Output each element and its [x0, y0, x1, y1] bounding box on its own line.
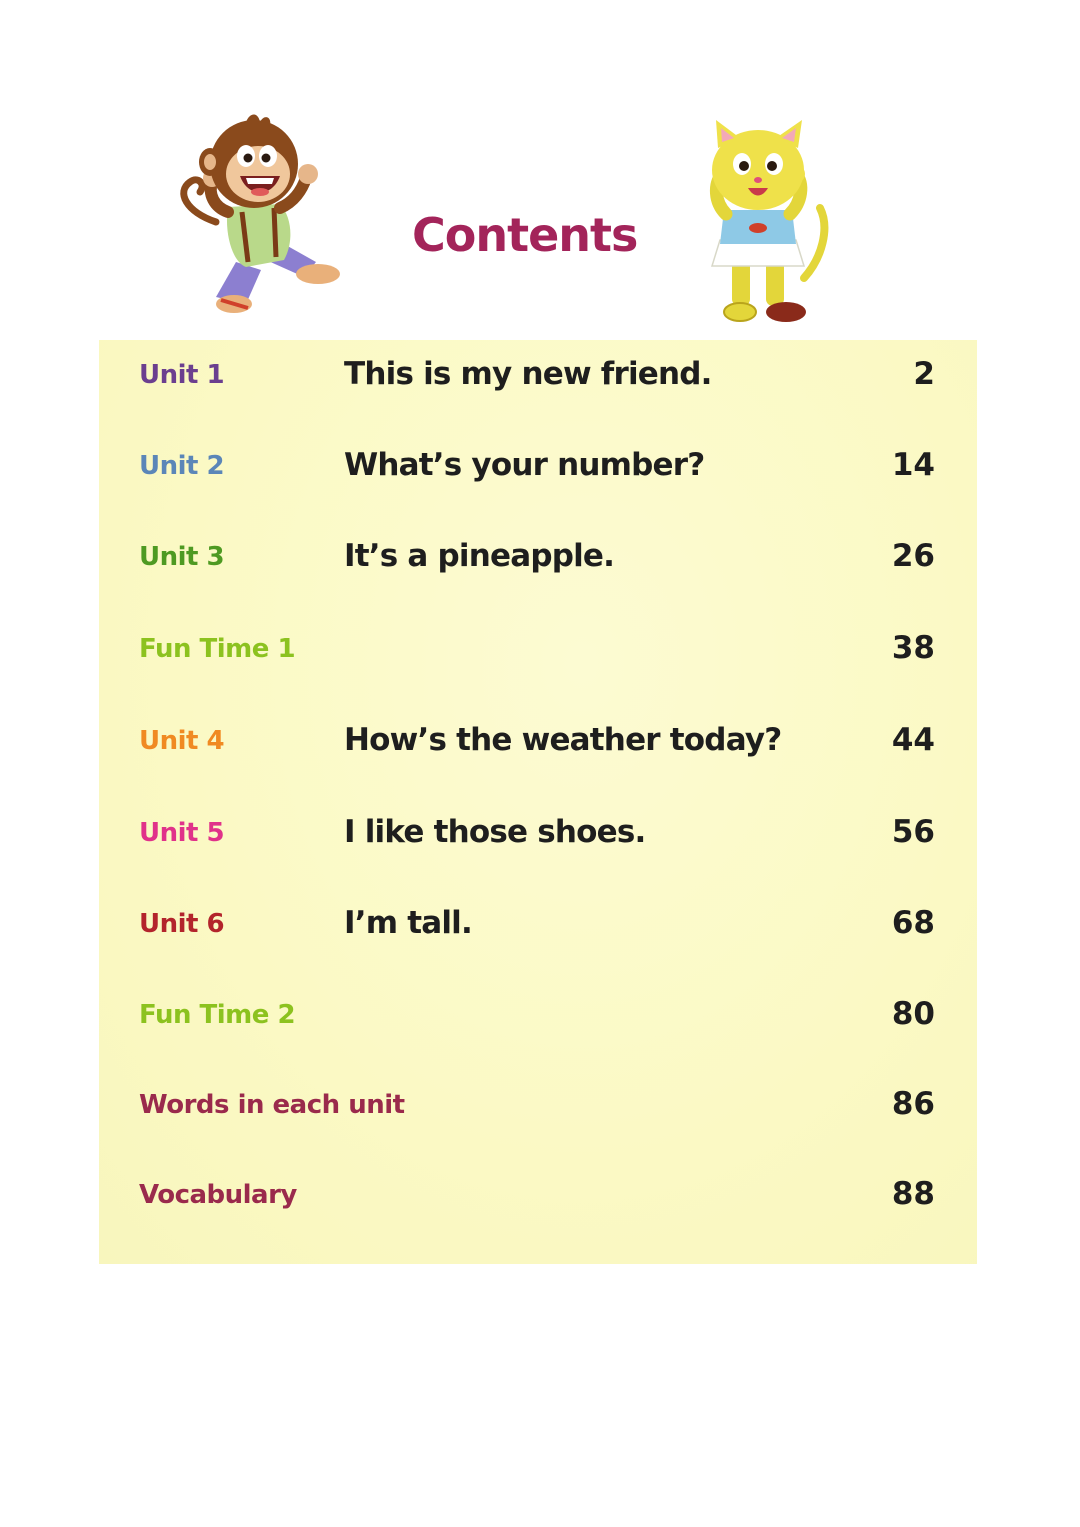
toc-entry[interactable]: [99, 714, 977, 774]
toc-entry-label: Unit 6: [139, 909, 225, 939]
toc-entry-page: 80: [891, 996, 935, 1032]
toc-entry[interactable]: [99, 439, 977, 499]
toc-entry-label: Unit 1: [139, 360, 225, 390]
toc-entry-page: 14: [891, 447, 935, 483]
toc-entry[interactable]: [99, 348, 977, 408]
toc-entry-page: 68: [891, 905, 935, 941]
toc-entry[interactable]: [99, 1168, 977, 1228]
toc-entry-page: 38: [891, 630, 935, 666]
toc-entry-label: Vocabulary: [139, 1180, 297, 1210]
contents-panel: [99, 340, 977, 1264]
toc-entry-label: Unit 5: [139, 818, 225, 848]
toc-entry-label: Unit 4: [139, 726, 225, 756]
page-title: Contents: [412, 208, 638, 262]
toc-entry-label: Fun Time 1: [139, 634, 296, 664]
toc-entry-label: Words in each unit: [139, 1090, 405, 1120]
toc-entry[interactable]: [99, 806, 977, 866]
toc-entry-page: 26: [891, 538, 935, 574]
toc-entry-topic: It’s a pineapple.: [344, 538, 615, 574]
toc-entry-topic: What’s your number?: [344, 447, 705, 483]
toc-entry-topic: I like those shoes.: [344, 814, 646, 850]
toc-entry[interactable]: [99, 1078, 977, 1138]
toc-entry-label: Unit 3: [139, 542, 225, 572]
toc-entry-topic: How’s the weather today?: [344, 722, 782, 758]
toc-entry[interactable]: [99, 530, 977, 590]
toc-entry-topic: This is my new friend.: [344, 356, 712, 392]
toc-entry[interactable]: [99, 988, 977, 1048]
cat-mascot-image: [696, 118, 836, 328]
toc-entry-page: 56: [891, 814, 935, 850]
toc-entry-page: 88: [891, 1176, 935, 1212]
toc-entry[interactable]: [99, 622, 977, 682]
toc-entry-page: 44: [891, 722, 935, 758]
toc-entry-topic: I’m tall.: [344, 905, 472, 941]
toc-entry-page: 2: [913, 356, 935, 392]
toc-entry[interactable]: [99, 897, 977, 957]
toc-entry-label: Unit 2: [139, 451, 225, 481]
toc-entry-page: 86: [891, 1086, 935, 1122]
monkey-mascot-image: [176, 112, 346, 317]
toc-entry-label: Fun Time 2: [139, 1000, 296, 1030]
